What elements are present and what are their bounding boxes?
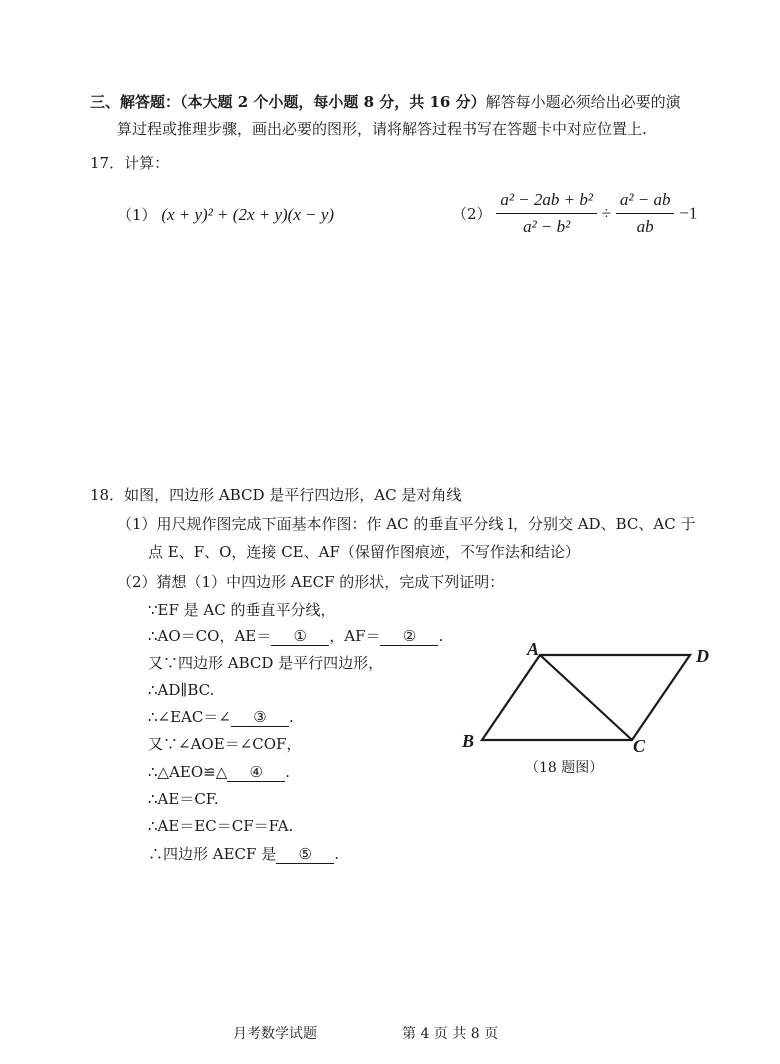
q17-title: 17．计算： — [90, 154, 170, 172]
proof-line-2-b: ，AF＝ — [329, 627, 381, 645]
blank-1: ① — [271, 628, 329, 646]
proof-line-5-a: ∴∠EAC＝∠ — [148, 708, 231, 726]
proof-line-4: ∴AD∥BC. — [148, 681, 215, 699]
blank-2: ② — [380, 628, 438, 646]
q17-part1-label: （1） — [117, 206, 157, 224]
proof-line-7-b: . — [285, 763, 291, 781]
fraction-2-denominator: ab — [636, 217, 654, 237]
blank-3: ③ — [231, 709, 289, 727]
q17-part1-expression: (x + y)² + (2x + y)(x − y) — [161, 205, 335, 224]
vertex-label-a: A — [527, 639, 540, 659]
proof-line-8: ∴AE＝CF. — [148, 790, 219, 808]
proof-line-7-a: ∴△AEO≌△ — [148, 763, 228, 781]
fraction-1-denominator: a² − b² — [523, 217, 571, 237]
proof-line-6: 又∵∠AOE＝∠COF， — [148, 735, 302, 753]
proof-line-9: ∴AE＝EC＝CF＝FA. — [148, 817, 294, 835]
diagonal-ac — [540, 655, 632, 740]
proof-line-10-b: . — [334, 845, 339, 863]
figure-caption: （18 题图） — [525, 760, 604, 776]
proof-line-1: ∵EF 是 AC 的垂直平分线， — [148, 601, 336, 619]
footer-page-number: 第 4 页 共 8 页 — [402, 1026, 499, 1042]
minus-one: −1 — [679, 203, 698, 223]
footer-exam-name: 月考数学试题 — [233, 1026, 317, 1042]
section-heading: 三、解答题：（本大题 2 个小题，每小题 8 分，共 16 分） — [90, 93, 486, 111]
proof-line-10-a: ∴四边形 AECF 是 — [148, 845, 277, 863]
q18-title: 18．如图，四边形 ABCD 是平行四边形，AC 是对角线 — [90, 486, 462, 504]
division-sign: ÷ — [601, 203, 612, 223]
vertex-label-d: D — [696, 646, 709, 666]
q18-part1-line2: 点 E、F、O，连接 CE、AF（保留作图痕迹，不写作法和结论） — [148, 543, 580, 561]
fraction-1-numerator: a² − 2ab + b² — [496, 190, 597, 214]
vertex-label-c: C — [633, 736, 646, 756]
q17-part2-label: （2） — [452, 204, 492, 223]
proof-line-3: 又∵四边形 ABCD 是平行四边形， — [148, 654, 384, 672]
proof-line-5-b: . — [288, 708, 294, 726]
section-intro-2: 算过程或推理步骤，画出必要的图形，请将解答过程书写在答题卡中对应位置上. — [117, 120, 647, 138]
proof-line-2-a: ∴AO＝CO，AE＝ — [148, 627, 272, 645]
proof-line-2-c: . — [438, 627, 444, 645]
blank-4: ④ — [227, 764, 285, 782]
fraction-2-numerator: a² − ab — [616, 190, 675, 214]
blank-5: ⑤ — [276, 846, 334, 864]
section-intro-1: 解答每小题必须给出必要的演 — [485, 93, 681, 111]
q18-part1-line1: （1）用尺规作图完成下面基本作图：作 AC 的垂直平分线 l，分别交 AD、BC、AC 于 — [117, 515, 696, 533]
q18-part2-line: （2）猜想（1）中四边形 AECF 的形状，完成下列证明： — [117, 573, 505, 591]
vertex-label-b: B — [462, 731, 475, 751]
